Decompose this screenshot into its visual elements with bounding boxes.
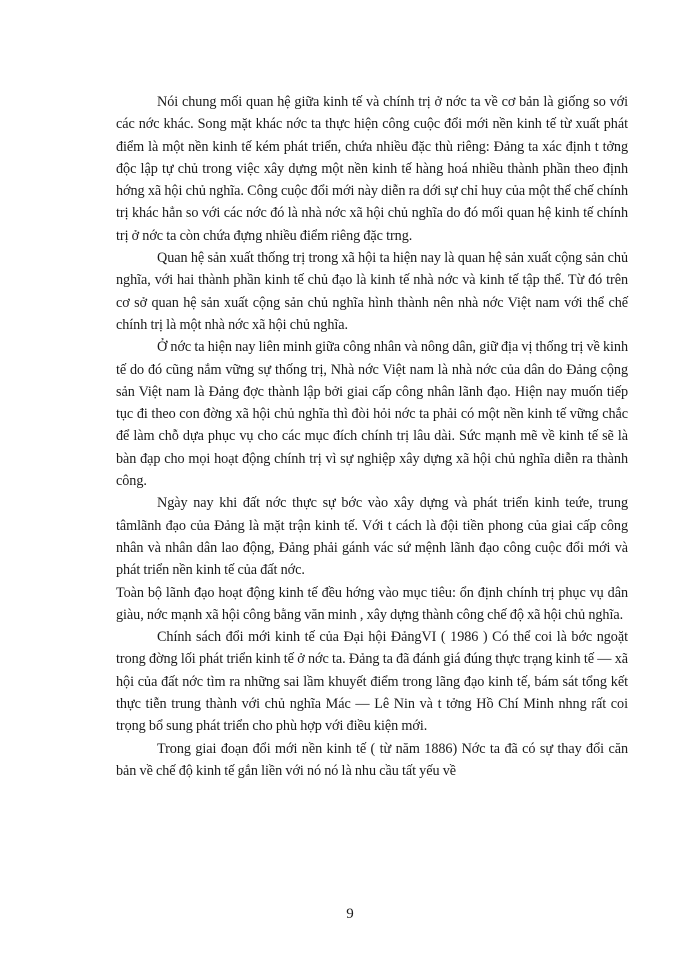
paragraph: Nói chung mối quan hệ giữa kinh tế và chính trị ở nớc ta về cơ bản là giống so với các nớc khác. Song mặt khác nớc ta thực hiện công cuộc đổi mới nền kinh tế từ xuất phát điểm là một nền kinh tế kém phát triển, chứa nhiều đặc thù riêng: Đảng ta xác định t tởng độc lập tự chủ trong việc xây dựng một nền kinh tế hàng hoá nhiều thành phần theo định hớng xã hội chủ nghĩa. Công cuộc đổi mới này diễn ra dới sự chỉ huy của một thể chế chính trị khác hẳn so với các nớc đó là nhà nớc xã hội chủ nghĩa do đó mối quan hệ kinh tế chính trị ở nớc ta còn chứa đựng nhiều điểm riêng đặc trng. <box>116 94 628 244</box>
paragraph: Toàn bộ lãnh đạo hoạt động kinh tế đều hớng vào mục tiêu: ổn định chính trị phục vụ dân giàu, nớc mạnh xã hội công bằng văn minh , xây dựng thành công chế độ xã hội chủ nghĩa. <box>116 584 628 623</box>
page-number: 9 <box>346 906 354 922</box>
paragraph: Ở nớc ta hiện nay liên minh giữa công nhân và nông dân, giữ địa vị thống trị về kinh tế do đó cũng nắm vững sự thống trị, Nhà nớc Việt nam là nhà nớc của dân do Đảng cộng sản Việt nam là Đảng đợc thành lập bởi giai cấp công nhân lãnh đạo. Hiện nay muốn tiếp tục đi theo con đờng xã hội chủ nghĩa thì đòi hỏi nớc ta phải có một nền kinh tế vững chắc để làm chỗ dựa phục vụ cho các mục đích chính trị lâu dài. Sức mạnh mẽ về kinh tế sẽ là bàn đạp cho mọi hoạt động chính trị vì sự nghiệp xây dựng xã hội chủ nghĩa diễn ra thành công. <box>116 339 628 490</box>
paragraph: Quan hệ sản xuất thống trị trong xã hội ta hiện nay là quan hệ sản xuất cộng sản chủ nghĩa, với hai thành phần kinh tế chủ đạo là kinh tế nhà nớc và kinh tế tập thể. Từ đó trên cơ sở quan hệ sản xuất cộng sản chủ nghĩa hình thành nên nhà nớc Việt nam với thể chế chính trị là một nhà nớc xã hội chủ nghĩa. <box>116 250 628 333</box>
body-text <box>116 91 628 782</box>
paragraph: Chính sách đổi mới kinh tế của Đại hội ĐảngVI ( 1986 ) Có thể coi là bớc ngoặt trong đờng lối phát triển kinh tế ở nớc ta. Đảng ta đã đánh giá đúng thực trạng kinh tế — xã hội của đất nớc tìm ra những sai lầm khuyết điểm trong lãng đạo kinh tế, bám sát tổng kết thực tiễn trung thành với chủ nghĩa Mác — Lê Nin và t tởng Hồ Chí Minh nhng rất coi trọng bổ sung phát triển cho phù hợp với điều kiện mới. <box>116 629 628 735</box>
paragraph: Ngày nay khi đất nớc thực sự bớc vào xây dựng và phát triển kinh teứe, trung tâmlãnh đạo của Đảng là mặt trận kinh tế. Với t cách là đội tiền phong của giai cấp công nhân và nhân dân lao động, Đảng phải gánh vác sứ mệnh lãnh đạo công cuộc đổi mới và phát triển nền kinh tế của đất nớc. <box>116 495 628 579</box>
paragraph: Trong giai đoạn đổi mới nền kinh tế ( từ năm 1886) Nớc ta đã có sự thay đổi căn bản về chế độ kinh tế gắn liền với nó nó là nhu cầu tất yếu về <box>116 740 628 779</box>
